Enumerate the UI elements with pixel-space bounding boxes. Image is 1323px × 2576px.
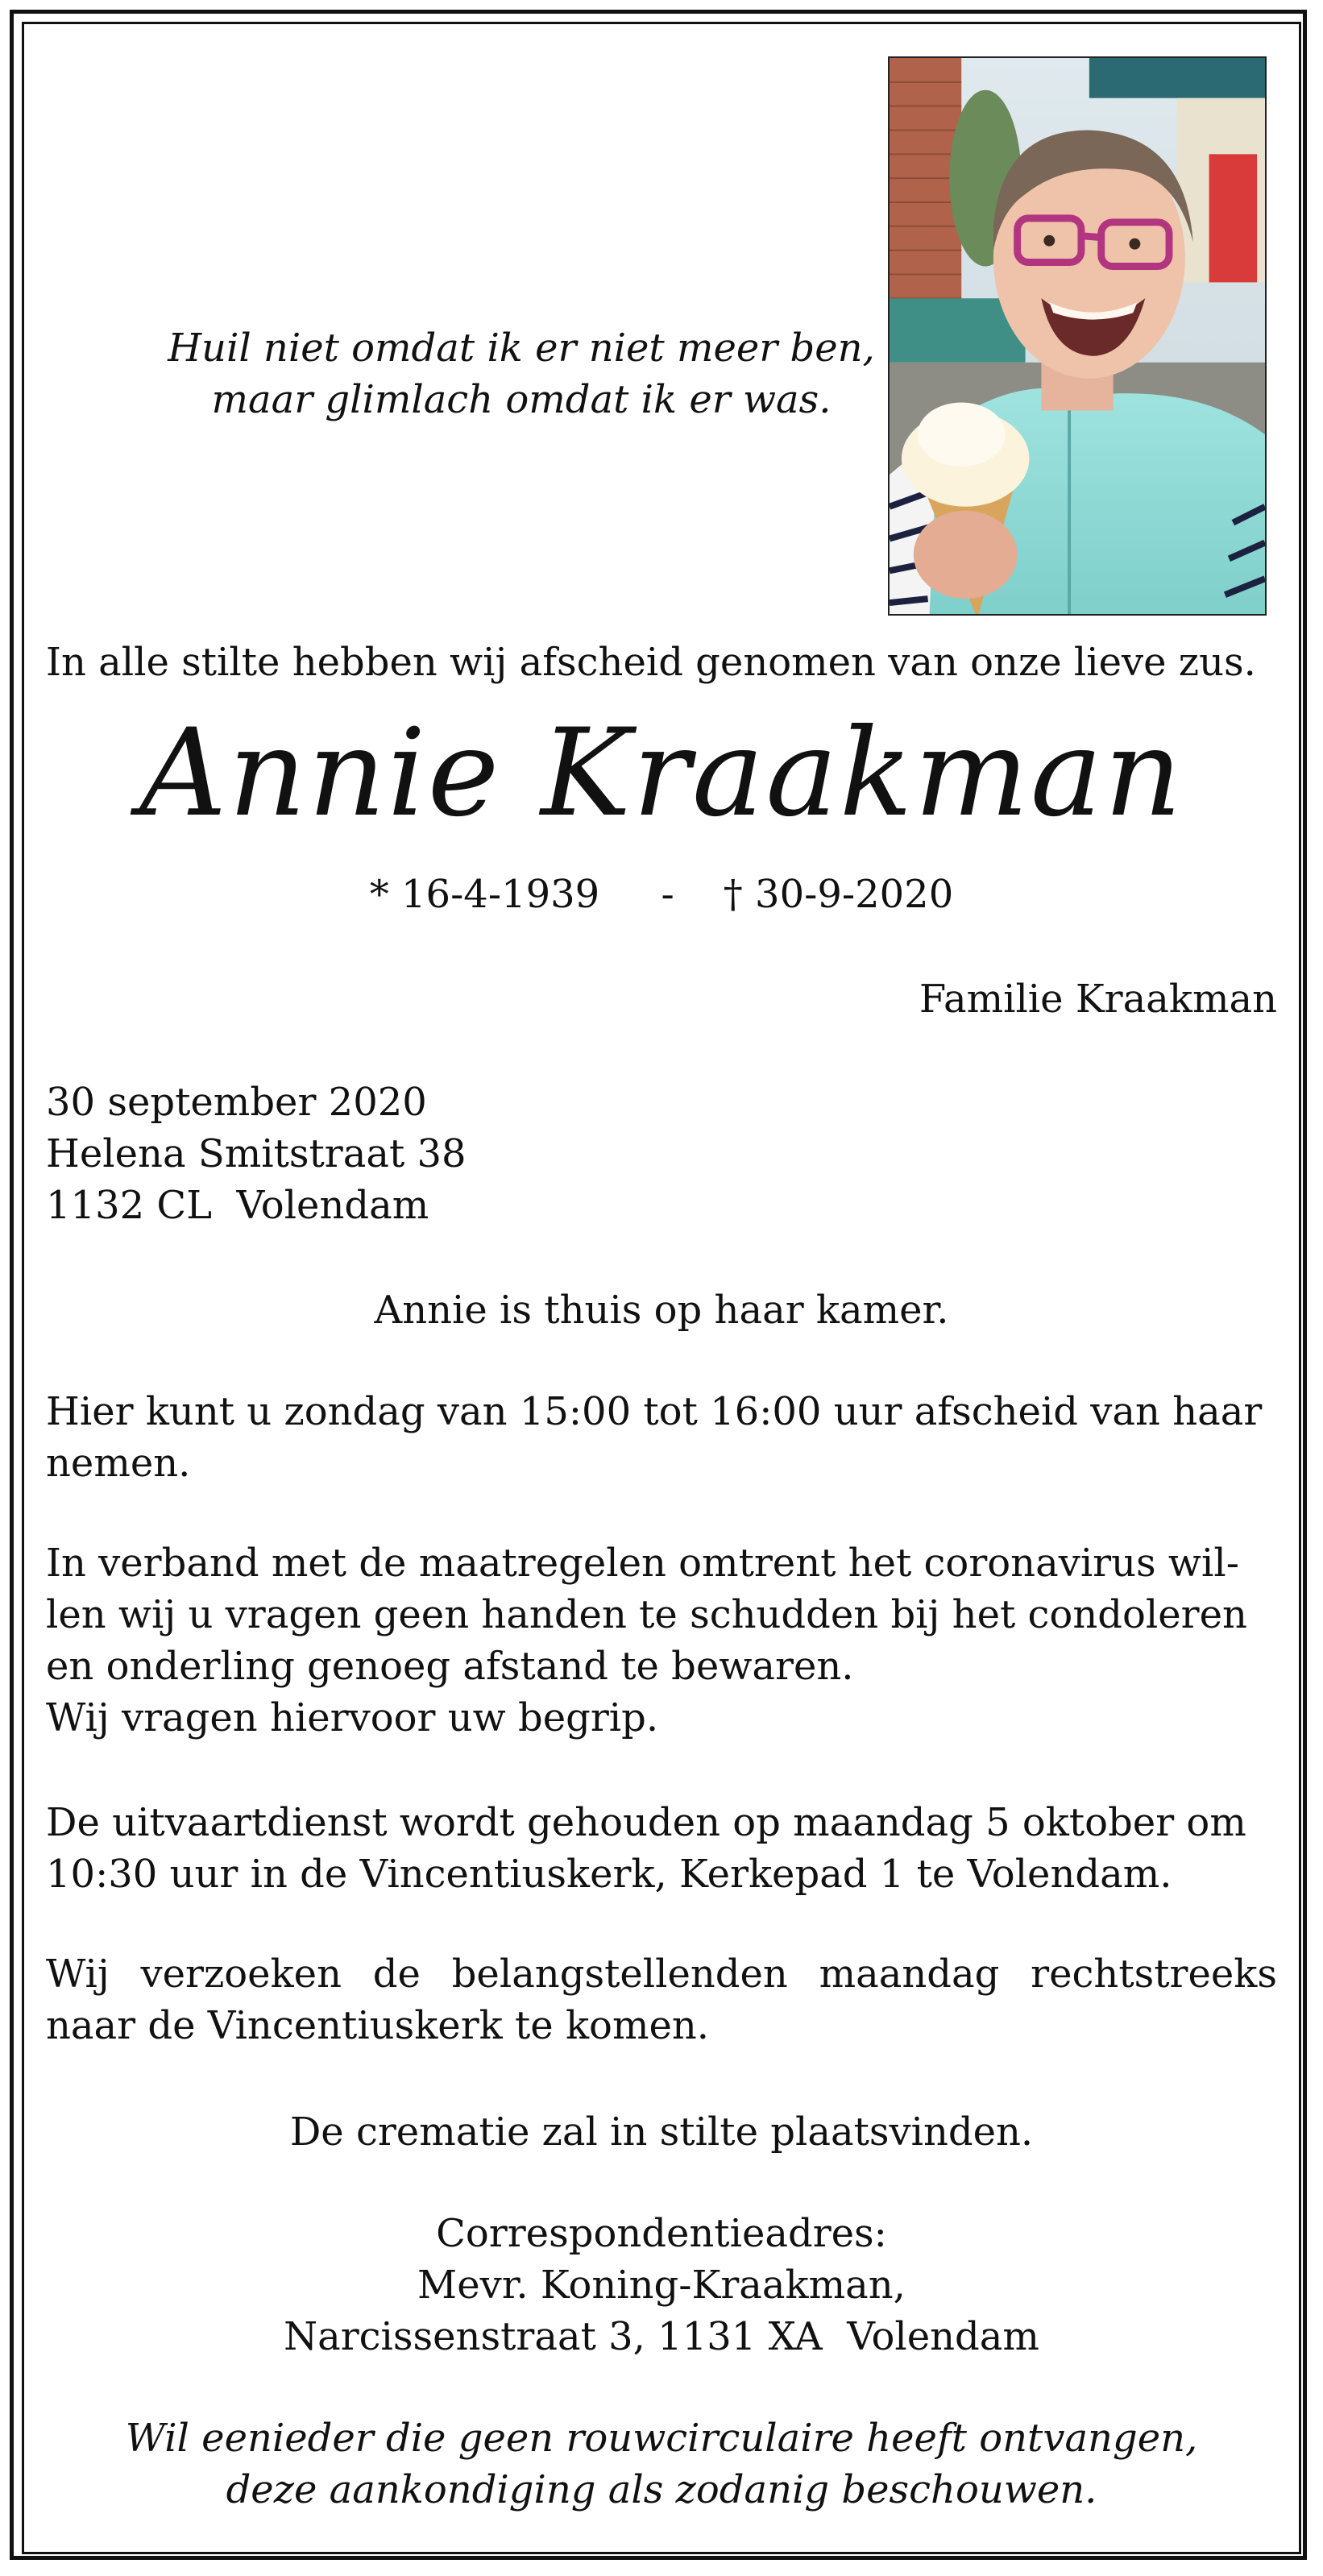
corona-line-2: len wij u vragen geen handen te schudden bij het condoleren	[46, 1592, 1247, 1637]
address-street: Helena Smitstraat 38	[46, 1131, 467, 1176]
service-paragraph	[46, 1797, 1277, 1900]
closing-note	[46, 2412, 1277, 2516]
correspondence-name: Mevr. Koning-Kraakman,	[417, 2263, 906, 2308]
quote-line-2: maar glimlach omdat ik er was.	[211, 377, 832, 422]
correspondence-address: Narcissenstraat 3, 1131 XA Volendam	[284, 2314, 1039, 2359]
birth-date: * 16-4-1939	[369, 872, 600, 917]
memorial-quote	[78, 322, 964, 425]
address-date: 30 september 2020	[46, 1080, 427, 1125]
intro-text: In alle stilte hebben wij afscheid genomen van onze lieve zus.	[46, 640, 1256, 685]
life-dates	[46, 869, 1277, 920]
service-line-1: De uitvaartdienst wordt gehouden op maandag 5 oktober om	[46, 1800, 1246, 1845]
date-separator: -	[661, 872, 674, 917]
obituary-content	[46, 0, 1277, 2576]
address-city: 1132 CL Volendam	[46, 1183, 429, 1228]
deceased-name: Annie Kraakman	[139, 703, 1184, 844]
visit-paragraph	[46, 1386, 1277, 1489]
death-date: † 30-9-2020	[723, 872, 954, 917]
corona-line-4: Wij vragen hiervoor uw begrip.	[46, 1695, 659, 1740]
corona-line-1: In verband met de maatregelen omtrent het coronavirus wil-	[46, 1541, 1239, 1586]
corona-paragraph	[46, 1537, 1277, 1744]
portrait-photo	[888, 56, 1267, 616]
corona-line-3: en onderling genoeg afstand te bewaren.	[46, 1644, 854, 1689]
correspondence-block	[46, 2208, 1277, 2362]
cremation-paragraph: De crematie zal in stilte plaatsvinden.	[289, 2109, 1034, 2155]
home-paragraph: Annie is thuis op haar kamer.	[374, 1288, 949, 1333]
visit-line-2: nemen.	[46, 1441, 191, 1486]
portrait-photo-icon	[890, 58, 1265, 614]
quote-line-1: Huil niet omdat ik er niet meer ben,	[168, 326, 875, 371]
service-line-2: 10:30 uur in de Vincentiuskerk, Kerkepad 1 te Volendam.	[46, 1852, 1172, 1897]
correspondence-heading: Correspondentieadres:	[436, 2211, 887, 2256]
visit-line-1: Hier kunt u zondag van 15:00 tot 16:00 uur afscheid van haar	[46, 1389, 1263, 1434]
home-address	[46, 1076, 467, 1231]
request-line-1: Wij verzoeken de belangstellenden maandag rechtstreeks	[46, 1952, 1277, 1997]
closing-line-2: deze aankondiging als zodanig beschouwen.	[226, 2467, 1097, 2512]
request-paragraph	[46, 1948, 1277, 2051]
request-line-2: naar de Vincentiuskerk te komen.	[46, 2003, 710, 2048]
family-signature: Familie Kraakman	[919, 977, 1277, 1022]
closing-line-1: Wil eenieder die geen rouwcirculaire heeft ontvangen,	[125, 2416, 1198, 2461]
